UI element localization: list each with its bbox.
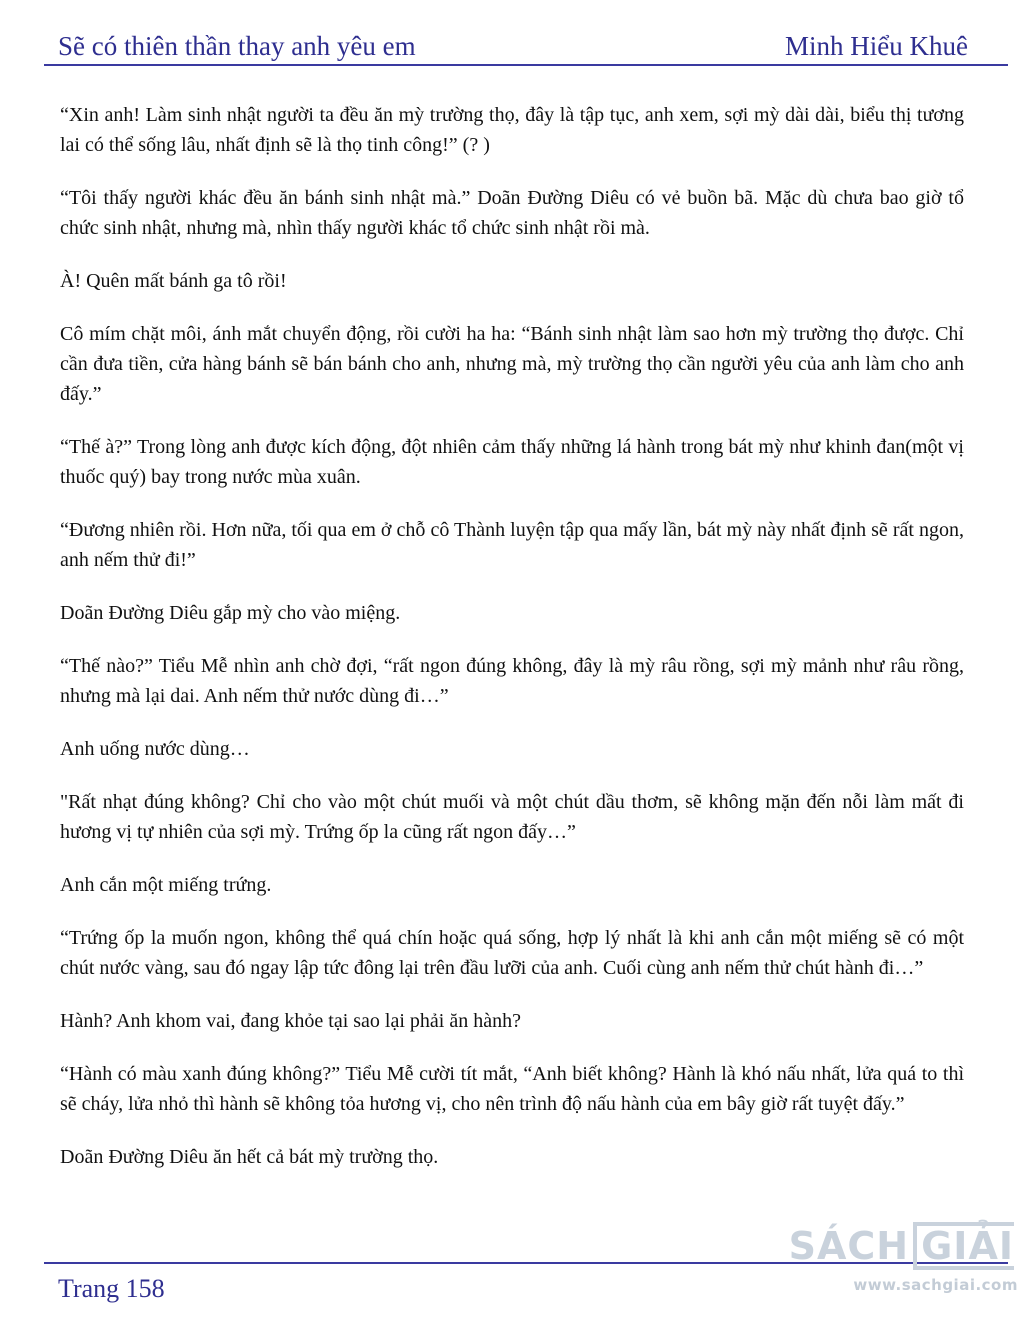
paragraph: “Thế nào?” Tiểu Mễ nhìn anh chờ đợi, “rất ngon đúng không, đây là mỳ râu rồng, sợi mỳ mảnh như râu rồng, nhưng mà lại dai. Anh nếm thử nước dùng đi…”	[60, 655, 964, 707]
paragraph: Doãn Đường Diêu ăn hết cả bát mỳ trường thọ.	[60, 1146, 439, 1168]
page-header	[58, 24, 968, 62]
paragraph: Anh cắn một miếng trứng.	[60, 874, 272, 896]
paragraph: Anh uống nước dùng…	[60, 738, 250, 760]
paragraph: “Tôi thấy người khác đều ăn bánh sinh nhật mà.” Doãn Đường Diêu có vẻ buồn bã. Mặc dù chưa bao giờ tổ chức sinh nhật, nhưng mà, nhìn thấy người khác tổ chức sinh nhật rồi mà.	[60, 187, 964, 239]
paragraph: “Thế à?” Trong lòng anh được kích động, đột nhiên cảm thấy những lá hành trong bát mỳ như khinh đan(một vị thuốc quý) bay trong nước mùa xuân.	[60, 436, 964, 488]
header-divider	[44, 64, 1008, 66]
paragraph: “Đương nhiên rồi. Hơn nữa, tối qua em ở chỗ cô Thành luyện tập qua mấy lần, bát mỳ này nhất định sẽ rất ngon, anh nếm thử đi!”	[60, 519, 964, 571]
paragraph: Hành? Anh khom vai, đang khỏe tại sao lại phải ăn hành?	[60, 1010, 521, 1032]
paragraph: Cô mím chặt môi, ánh mắt chuyển động, rồi cười ha ha: “Bánh sinh nhật làm sao hơn mỳ trường thọ được. Chỉ cần đưa tiền, cửa hàng bánh sẽ bán bánh cho anh, nhưng mà, mỳ trường thọ cần người yêu của anh làm cho anh đấy.”	[60, 323, 964, 405]
body-text	[60, 100, 964, 1195]
paragraph: “Hành có màu xanh đúng không?” Tiểu Mễ cười tít mắt, “Anh biết không? Hành là khó nấu nhất, lửa quá to thì sẽ cháy, lửa nhỏ thì hành sẽ không tỏa hương vị, cho nên trình độ nấu hành của em bây giờ rất tuyệt đấy.”	[60, 1063, 964, 1115]
paragraph: "Rất nhạt đúng không? Chỉ cho vào một chút muối và một chút dầu thơm, sẽ không mặn đến nỗi làm mất đi hương vị tự nhiên của sợi mỳ. Trứng ốp la cũng rất ngon đấy…”	[60, 791, 964, 843]
watermark	[788, 1222, 1018, 1294]
book-title: Sẽ có thiên thần thay anh yêu em	[58, 31, 416, 61]
watermark-logo-right: GIẢI	[913, 1222, 1014, 1270]
watermark-url: www.sachgiai.com	[853, 1276, 1018, 1294]
page-number: Trang 158	[58, 1274, 165, 1303]
paragraph: À! Quên mất bánh ga tô rồi!	[60, 270, 287, 292]
paragraph: “Trứng ốp la muốn ngon, không thể quá chín hoặc quá sống, hợp lý nhất là khi anh cắn một miếng sẽ có một chút nước vàng, sau đó ngay lập tức đông lại trên đầu lưỡi của anh. Cuối cùng anh nếm thử chút hành đi…”	[60, 927, 964, 979]
paragraph: “Xin anh! Làm sinh nhật người ta đều ăn mỳ trường thọ, đây là tập tục, anh xem, sợi mỳ dài dài, biểu thị tương lai có thể sống lâu, nhất định sẽ là thọ tinh công!” (? )	[60, 104, 964, 156]
watermark-logo-left: SÁCH	[788, 1224, 910, 1268]
author-name: Minh Hiểu Khuê	[785, 31, 968, 61]
paragraph: Doãn Đường Diêu gắp mỳ cho vào miệng.	[60, 602, 401, 624]
watermark-logo	[788, 1222, 1018, 1270]
